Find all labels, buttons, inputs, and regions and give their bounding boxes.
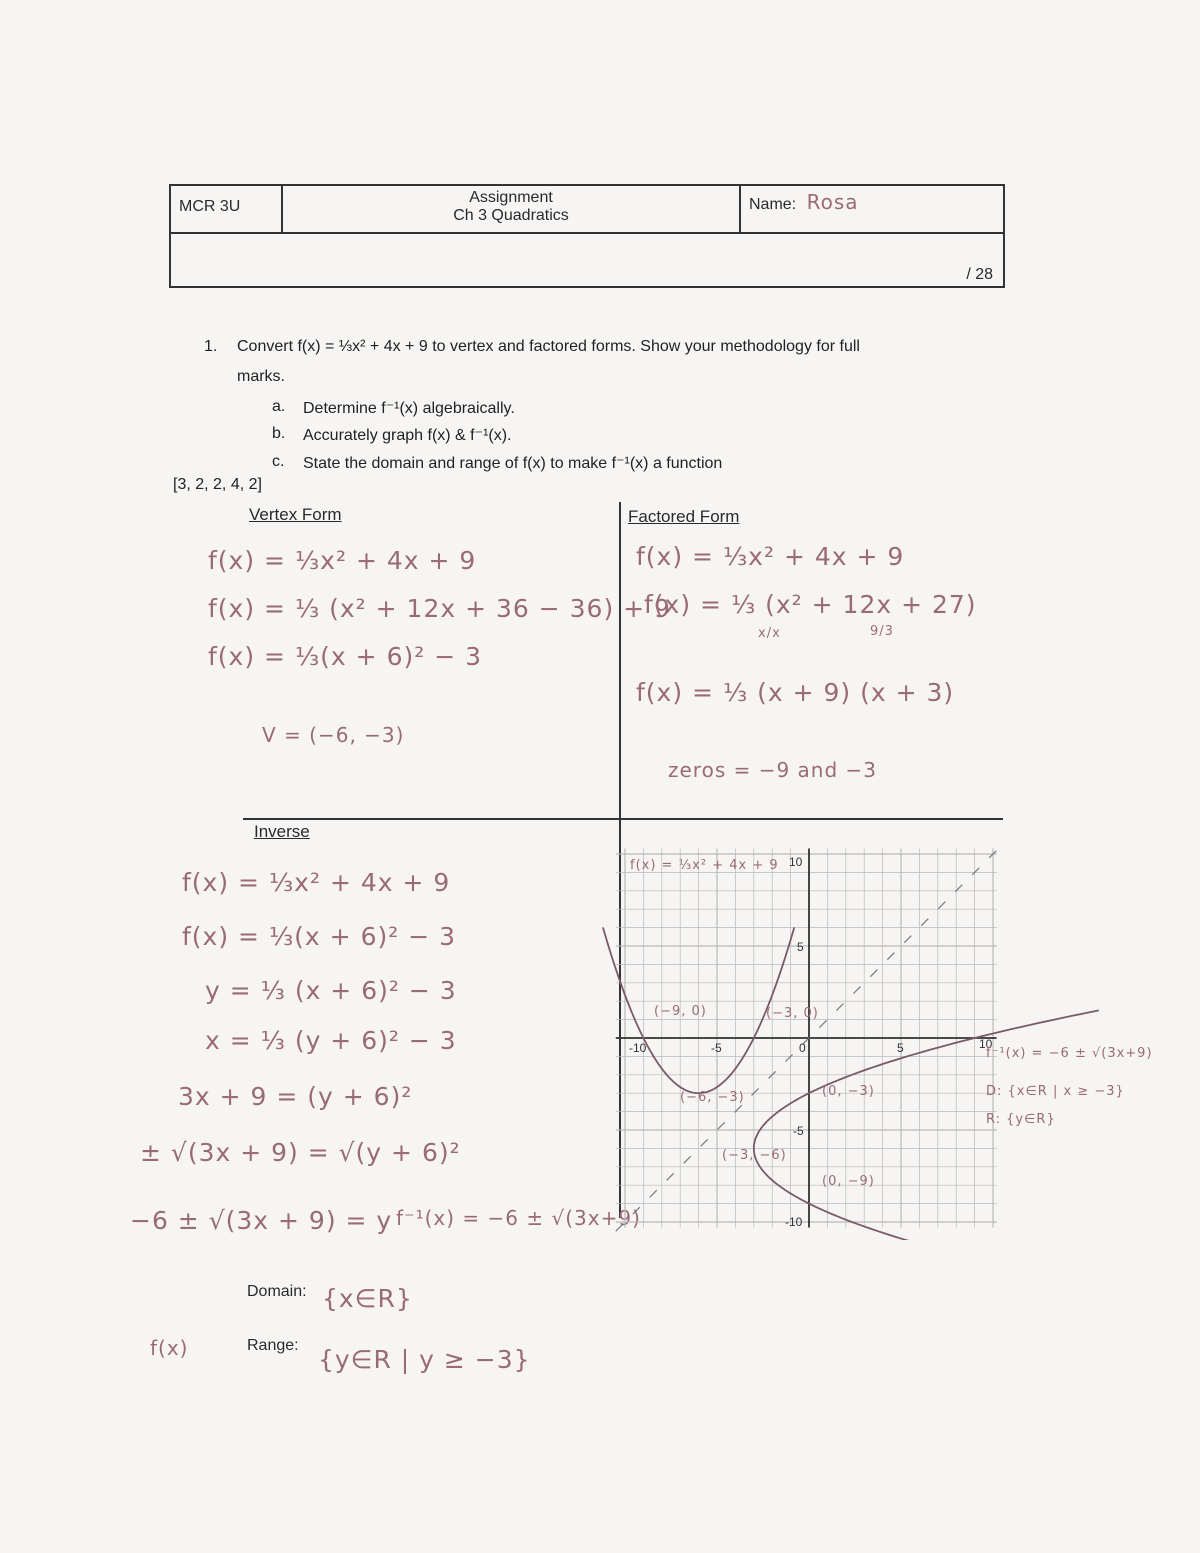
inverse-graph-label: f⁻¹(x) = −6 ± √(3x+9) [986,1046,1153,1061]
point-neg6-neg3: (−6, −3) [680,1090,745,1105]
zeros: zeros = −9 and −3 [668,758,878,782]
tick-origin: 0 [799,1041,806,1055]
fx-margin-note: f(x) [150,1336,189,1360]
point-neg9-0: (−9, 0) [654,1004,707,1019]
factored-line-3: f(x) = ⅓ (x + 9) (x + 3) [636,678,955,707]
assignment-chapter: Ch 3 Quadratics [453,207,569,224]
inverse-heading: Inverse [254,822,310,841]
point-0-neg3: (0, −3) [822,1084,875,1099]
inverse-line-2: f(x) = ⅓(x + 6)² − 3 [182,922,456,951]
question-text-line1: Convert f(x) = ⅓x² + 4x + 9 to vertex and factored forms. Show your methodology for full [237,338,860,355]
vertex-line-1: f(x) = ⅓x² + 4x + 9 [208,546,477,575]
graph-axes [616,848,997,1227]
inverse-line-5: 3x + 9 = (y + 6)² [178,1082,413,1111]
vertex-line-3: f(x) = ⅓(x + 6)² − 3 [208,642,482,671]
part-b-text: Accurately graph f(x) & f⁻¹(x). [303,427,512,444]
tick-x-10: 10 [979,1037,993,1051]
tick-y-10: 10 [789,855,803,869]
point-neg3-neg6: (−3, −6) [722,1148,787,1163]
assignment-cell [282,185,740,233]
range-label: Range: [247,1337,299,1354]
vertex-point: V = (−6, −3) [262,723,405,747]
point-0-neg9: (0, −9) [822,1174,875,1189]
graph [600,820,1200,1240]
identity-line [616,850,997,1231]
marks-breakdown: [3, 2, 2, 4, 2] [173,476,262,493]
factored-note-x: x/x [758,626,781,641]
tick-x-neg5: -5 [711,1041,722,1055]
name-cell [740,185,1004,233]
inverse-line-7: −6 ± √(3x + 9) = y [130,1206,393,1235]
assignment-title: Assignment [469,189,553,206]
inverse-range: R: {y∈R} [986,1112,1056,1127]
tick-y-neg10: -10 [785,1215,803,1229]
course-cell [170,185,282,233]
inverse-result: f⁻¹(x) = −6 ± √(3x+9) [396,1206,641,1230]
part-a-text: Determine f⁻¹(x) algebraically. [303,400,515,417]
name-label: Name: [749,196,797,213]
inverse-line-4: x = ⅓ (y + 6)² − 3 [205,1026,457,1055]
tick-x-neg10: -10 [629,1041,647,1055]
factored-note-9: 9/3 [870,624,894,639]
range-value: {y∈R | y ≥ −3} [318,1345,531,1374]
point-neg3-0: (−3, 0) [766,1006,819,1021]
factored-line-1: f(x) = ⅓x² + 4x + 9 [636,542,905,571]
part-c-text: State the domain and range of f(x) to make f⁻¹(x) a function [303,455,723,472]
question-number: 1. [204,338,218,355]
factored-line-2: f(x) = ⅓ (x² + 12x + 27) [644,590,977,619]
inverse-domain: D: {x∈R | x ≥ −3} [986,1084,1125,1099]
part-b-letter: b. [272,425,286,442]
score: / 28 [966,266,993,283]
inverse-line-6: ± √(3x + 9) = √(y + 6)² [140,1138,461,1167]
tick-x-5: 5 [897,1041,904,1055]
inverse-line-1: f(x) = ⅓x² + 4x + 9 [182,868,451,897]
vertex-heading: Vertex Form [249,505,342,524]
header-table [169,184,1005,288]
course-code: MCR 3U [179,198,241,215]
student-name: Rosa [806,190,859,214]
inverse-line-3: y = ⅓ (x + 6)² − 3 [205,976,457,1005]
score-cell [170,233,1004,287]
domain-label: Domain: [247,1283,307,1300]
part-c-letter: c. [272,453,285,470]
f-graph-label: f(x) = ⅓x² + 4x + 9 [630,858,779,873]
tick-y-neg5: -5 [793,1124,804,1138]
tick-y-5: 5 [797,940,804,954]
factored-heading: Factored Form [628,507,740,526]
part-a-letter: a. [272,398,286,415]
question-text-line2: marks. [237,368,285,385]
domain-value: {x∈R} [322,1284,413,1313]
vertex-line-2: f(x) = ⅓ (x² + 12x + 36 − 36) + 9 [208,594,671,623]
